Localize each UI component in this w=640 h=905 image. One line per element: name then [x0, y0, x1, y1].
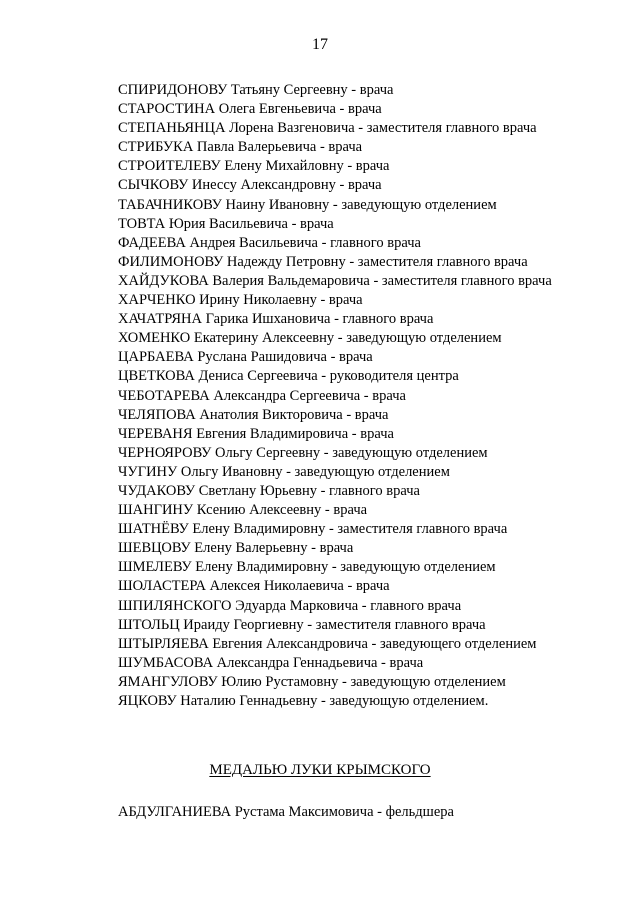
recipient-entry: ФАДЕЕВА Андрея Васильевича - главного врача [118, 234, 421, 251]
recipient-entry: СТАРОСТИНА Олега Евгеньевича - врача [118, 101, 382, 118]
section-title: МЕДАЛЬЮ ЛУКИ КРЫМСКОГО [209, 762, 431, 778]
recipient-entry: ШМЕЛЕВУ Елену Владимировну - заведующую отделением [118, 559, 496, 576]
recipient-entry: ШАТНЁВУ Елену Владимировну - заместителя главного врача [118, 521, 508, 538]
recipient-entry: ЧЕБОТАРЕВА Александра Сергеевича - врача [118, 387, 406, 404]
recipient-entry: ХОМЕНКО Екатерину Алексеевну - заведующую отделением [118, 330, 502, 347]
recipient-entry: ХАЙДУКОВА Валерия Вальдемаровича - заместителя главного врача [118, 272, 552, 289]
recipient-entry: ШТОЛЬЦ Ираиду Георгиевну - заместителя главного врача [118, 616, 486, 633]
page-number: 17 [312, 36, 328, 53]
recipient-entry: ШПИЛЯНСКОГО Эдуарда Марковича - главного врача [118, 597, 462, 614]
recipient-entry: СЫЧКОВУ Инессу Александровну - врача [118, 177, 382, 194]
recipient-entry: АБДУЛГАНИЕВА Рустама Максимовича - фельдшера [118, 804, 454, 820]
recipient-entry: ТАБАЧНИКОВУ Наину Ивановну - заведующую отделением [118, 196, 497, 213]
recipient-entry: ЦВЕТКОВА Дениса Сергеевича - руководителя центра [118, 368, 459, 385]
recipient-entry: ШОЛАСТЕРА Алексея Николаевича - врача [118, 578, 390, 595]
section-recipients-list [80, 803, 569, 822]
recipient-entry: ШАНГИНУ Ксению Алексеевну - врача [118, 502, 368, 519]
recipient-entry: ЯМАНГУЛОВУ Юлию Рустамовну - заведующую отделением [118, 673, 506, 690]
recipient-entry: ХАРЧЕНКО Ирину Николаевну - врача [118, 292, 363, 309]
recipient-entry: ЧЕРЕВАНЯ Евгения Владимировича - врача [118, 425, 394, 442]
recipient-entry: ЦАРБАЕВА Руслана Рашидовича - врача [118, 349, 373, 366]
recipient-entry: ШЕВЦОВУ Елену Валерьевну - врача [118, 540, 354, 557]
recipient-entry: СТЕПАНЬЯНЦА Лорена Вазгеновича - заместителя главного врача [118, 120, 537, 137]
recipient-entry: ЯЦКОВУ Наталию Геннадьевну - заведующую отделением. [118, 693, 489, 709]
recipient-entry: ЧЕРНОЯРОВУ Ольгу Сергеевну - заведующую отделением [118, 444, 488, 461]
recipient-entry: ЧЕЛЯПОВА Анатолия Викторовича - врача [118, 406, 389, 423]
recipient-entry: ШТЫРЛЯЕВА Евгения Александровича - заведующего отделением [118, 635, 537, 652]
recipient-entry: ФИЛИМОНОВУ Надежду Петровну - заместителя главного врача [118, 253, 528, 270]
recipient-entry: ТОВТА Юрия Васильевича - врача [118, 215, 334, 232]
recipient-entry: ШУМБАСОВА Александра Геннадьевича - врача [118, 654, 424, 671]
recipient-entry: ХАЧАТРЯНА Гарика Ишхановича - главного врача [118, 311, 434, 328]
recipient-entry: СТРИБУКА Павла Валерьевича - врача [118, 139, 363, 156]
recipient-entry: СПИРИДОНОВУ Татьяну Сергеевну - врача [118, 82, 394, 98]
recipient-entry: ЧУГИНУ Ольгу Ивановну - заведующую отделением [118, 463, 450, 480]
recipient-entry: СТРОИТЕЛЕВУ Елену Михайловну - врача [118, 158, 390, 175]
award-recipients-list [80, 81, 569, 711]
recipient-entry: ЧУДАКОВУ Светлану Юрьевну - главного врача [118, 482, 420, 499]
